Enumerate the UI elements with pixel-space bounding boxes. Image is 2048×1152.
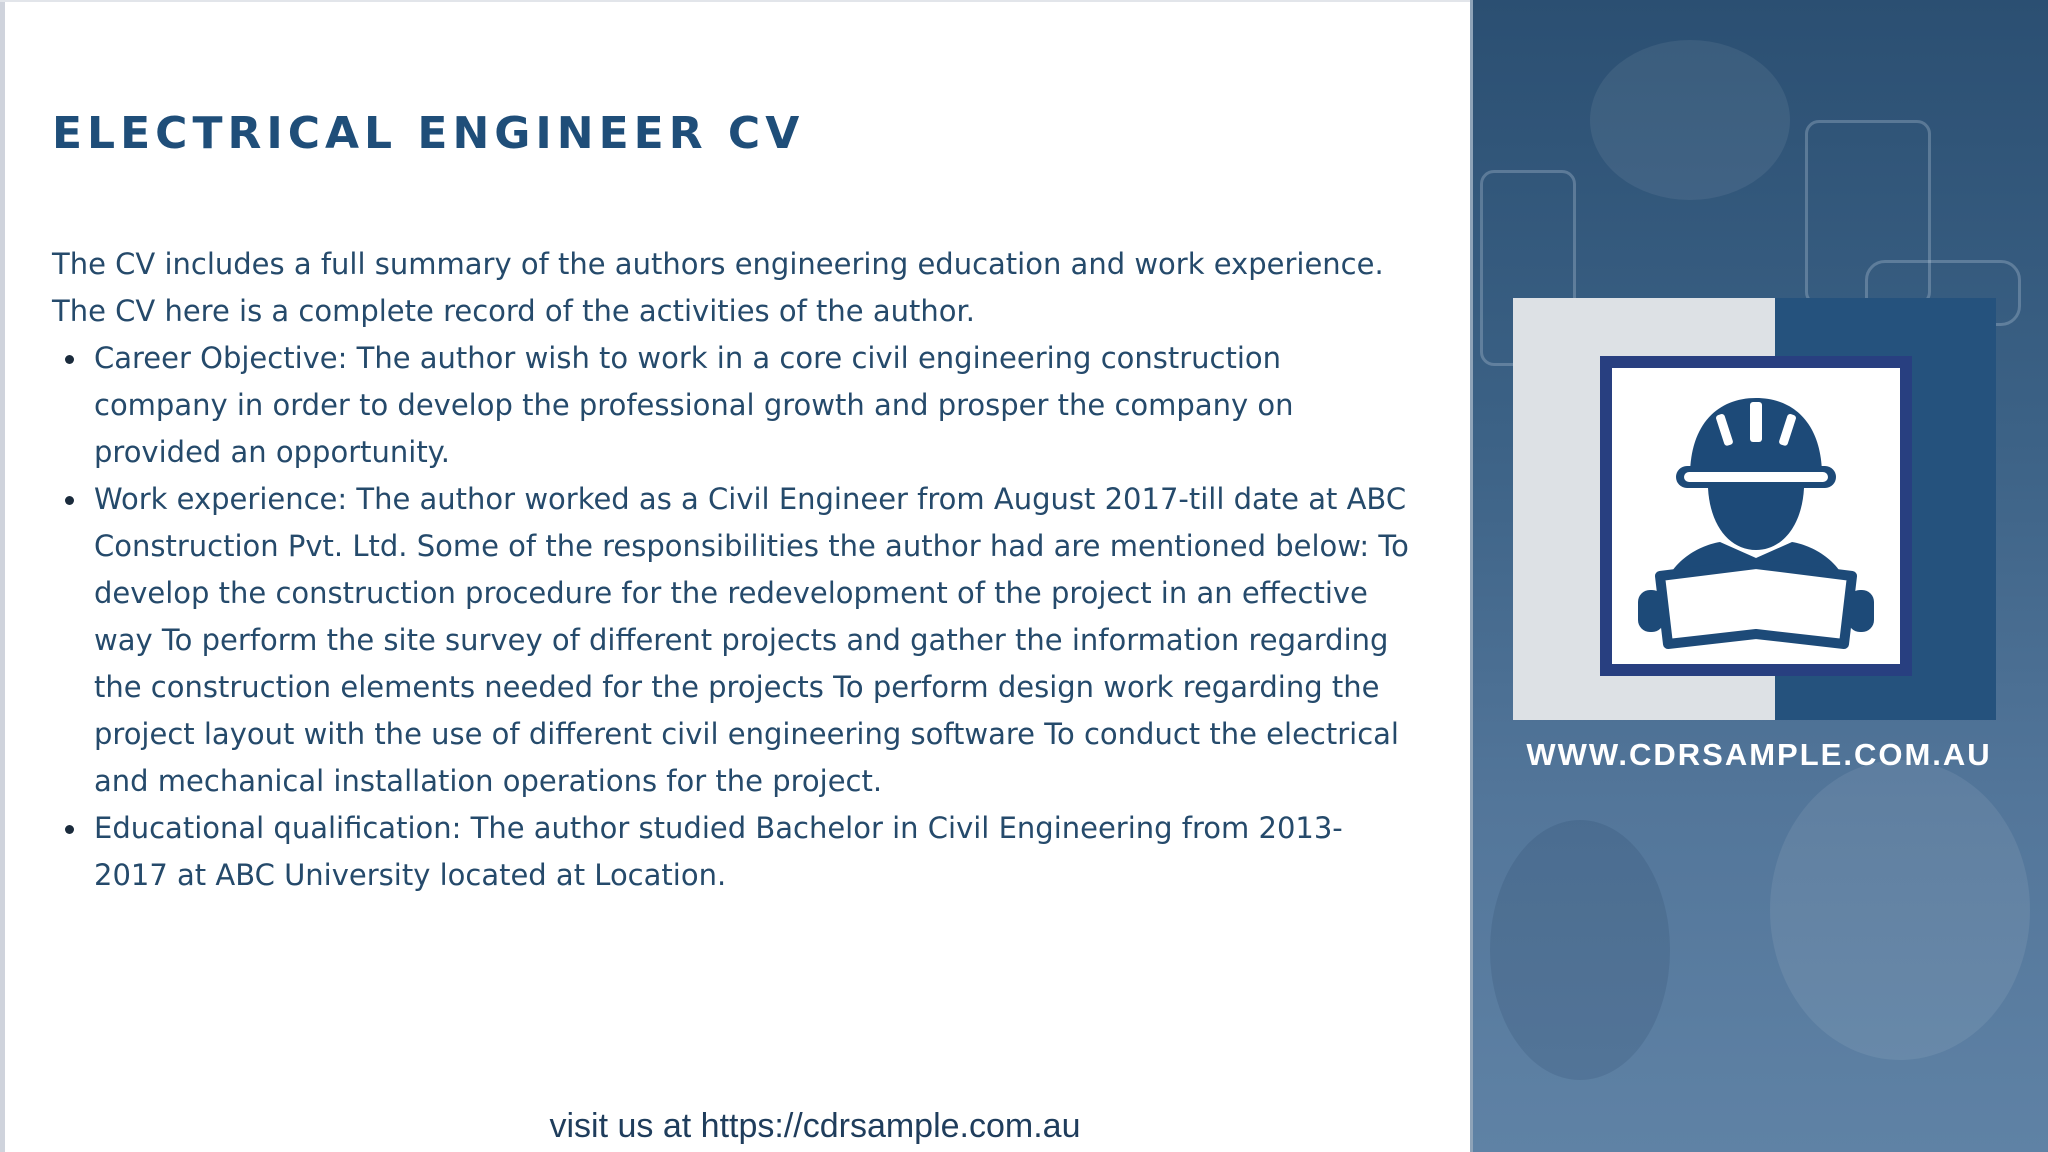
bullet-text: Career Objective: The author wish to work in a core civil engineering construction company in order to develop the professional growth and prosper the company on provided an opportunity. [94, 341, 1294, 469]
background-blur [1590, 40, 1790, 200]
engineer-hardhat-blueprint-icon [1612, 368, 1900, 664]
bullet-dot-icon [65, 825, 74, 834]
bullet-list [52, 335, 1412, 899]
bullet-dot-icon [65, 355, 74, 364]
intro-paragraph: The CV includes a full summary of the authors engineering education and work experience. The CV here is a complete record of the activities of the author. [52, 247, 1384, 328]
footer-link[interactable]: https://cdrsample.com.au [700, 1107, 1081, 1145]
footer-visit [0, 1107, 1630, 1146]
background-blur [1770, 760, 2030, 1060]
slide-title: ELECTRICAL ENGINEER CV [52, 108, 805, 159]
bullet-text: Work experience: The author worked as a Civil Engineer from August 2017-till date at ABC Construction Pvt. Ltd. Some of the responsibilities the author had are mentioned below: To develop the construction procedure for the redevelopment of the project in an effective way To perform the site survey of different projects and gather the information regarding the construction elements needed for the projects To perform design work regarding the project layout with the use of different civil engineering software To conduct the electrical and mechanical installation operations for the project. [94, 482, 1409, 798]
bullet-work-experience [52, 476, 1412, 805]
bullet-educational-qualification [52, 805, 1412, 899]
panel-divider [1470, 0, 1473, 1152]
engineer-icon-frame [1600, 356, 1912, 676]
bullet-dot-icon [65, 496, 74, 505]
website-url[interactable]: WWW.CDRSAMPLE.COM.AU [1526, 737, 1992, 772]
background-blur [1490, 820, 1670, 1080]
footer-prefix: visit us at [549, 1107, 701, 1145]
bullet-text: Educational qualification: The author studied Bachelor in Civil Engineering from 2013-2017 at ABC University located at Location. [94, 811, 1343, 892]
bullet-career-objective [52, 335, 1412, 476]
left-edge-border [0, 0, 5, 1152]
slide-content [52, 241, 1412, 899]
top-edge-border [0, 0, 1470, 2]
